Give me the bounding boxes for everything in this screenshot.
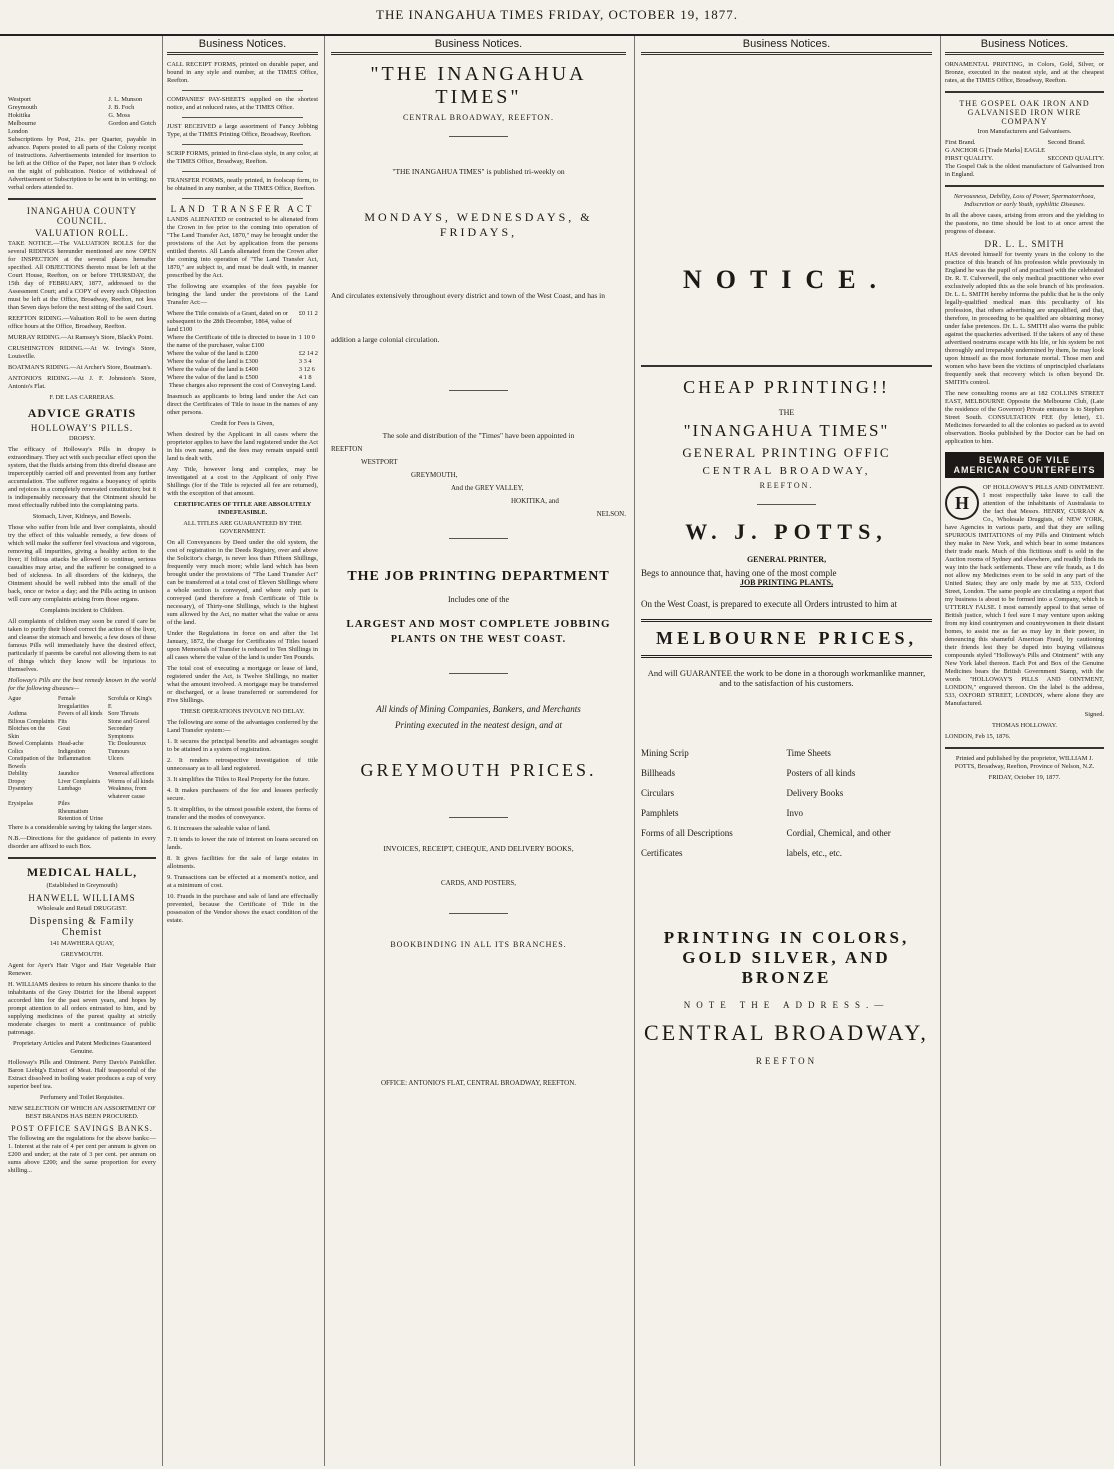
printer-label: GENERAL PRINTER, xyxy=(746,555,827,564)
divider xyxy=(449,673,508,674)
greymouth-prices: GREYMOUTH PRICES. xyxy=(360,760,597,780)
fee-desc: Where the Certificate of title is directed to issue in the name of the purchaser, value £100 xyxy=(167,334,297,349)
disease: Debility xyxy=(8,771,28,777)
agent-town: Hokitika xyxy=(8,112,31,119)
disease: Bowel Complaints xyxy=(8,741,53,747)
disease: Scrofula or King's E xyxy=(108,696,152,710)
town: NELSON. xyxy=(596,510,626,518)
fee-desc: Where the Title consists of a Grant, dated on or subsequent to the 28th December, 1864, value of land £100 xyxy=(167,310,292,333)
disease: Blotches on the Skin xyxy=(8,726,46,740)
plants-heading: JOB PRINTING PLANTS, xyxy=(739,578,834,587)
disease: Tumours xyxy=(108,748,130,755)
disease: Female Irregularities xyxy=(58,696,89,710)
inasmuch-text: Inasmuch as applicants to bring land under the Act can direct the Certificates of Title to issue in the names of any other persons. xyxy=(167,393,318,416)
disease: Constipation of the Bowels xyxy=(8,756,54,770)
disease: Worms of all kinds xyxy=(108,778,154,785)
diseases-list xyxy=(8,696,156,824)
divider xyxy=(757,504,815,505)
advantage-item: 3. It simplifies the Titles to Real Property for the future. xyxy=(167,776,310,783)
friday-date: FRIDAY, October 19, 1877. xyxy=(988,774,1061,781)
footer-line: OFFICE: ANTONIO'S FLAT, CENTRAL BROADWAY, REEFTON. xyxy=(380,1079,577,1087)
holloway-items: Holloway's Pills and Ointment. Perry Davis's Painkiller. Baron Liebig's Extract of Meat. Half teaspoonful of the Extract dissolved in boiling water produces a cup of very superior beef tea. xyxy=(8,1058,156,1090)
ornamental-ad: ORNAMENTAL PRINTING, in Colors, Gold, Silver, or Bronze, executed in the neatest style, and at the cheapest rates, at the TIMES Office, Broadway, Reefton. xyxy=(945,61,1104,84)
column-header: Business Notices. xyxy=(945,38,1104,55)
land-act-text: LANDS ALIENATED or contracted to be alienated from the Crown in fee prior to the coming into operation of "The Land Transfer Act, 1870," may be brought under the provisions of the Act by application from the persons entitled thereto. All Lands alienated from the Crown after the coming into operation of "The Land Transfer Act, 1870," are subject to, and must be dealt with, in manner prescribed by the Act. xyxy=(167,216,318,279)
agent-town: Greymouth xyxy=(8,104,38,111)
plants-heading: PLANTS ON THE WEST COAST. xyxy=(390,634,567,645)
any-title-text: Any Title, however long and complex, may be investigated at a cost to the Applicant of only Five Shillings (for if the Title is rejected all fee are returned), with the exception of that amount. xyxy=(167,466,318,497)
divider xyxy=(449,136,508,137)
subscriptions-text: Subscriptions by Post, 21s. per Quarter, payable in advance. Papers posted to all parts of the Colony receipt of instructions. Advertisements intended for insertion to be left at the Office of the Paper, not later than 9 o'clock on the night of publication. Notice of withdrawal of Advertisement or Subscription to be sent in in writing; no verbal orders attended to. xyxy=(8,136,156,191)
disease: Dysentery xyxy=(8,786,33,792)
cards-line: CARDS, AND POSTERS, xyxy=(440,879,517,887)
beware-line-2: AMERICAN COUNTERFEITS xyxy=(953,465,1096,475)
all-kinds-note: All kinds of Mining Companies, Bankers, and Merchants xyxy=(376,704,581,714)
advantage-item: 4. It makes purchasers of the fee and lessees perfectly secure. xyxy=(167,787,318,802)
holloway-heading: HOLLOWAY'S PILLS. xyxy=(30,423,134,433)
disease: Retention of Urine xyxy=(58,816,103,822)
quay-address: 141 MAWHERA QUAY, xyxy=(49,939,115,947)
melbourne-prices: MELBOURNE PRICES, xyxy=(641,619,932,658)
disease: Tic Douloureux xyxy=(108,741,146,747)
signatory: F. DE LAS CARRERAS. xyxy=(49,394,115,401)
brands-table xyxy=(945,139,1104,163)
imprint: Printed and published by the proprietor, WILLIAM J. POTTS, Broadway, Reefton, Province of Nelson, N.Z. xyxy=(954,755,1095,770)
children-heading: Complaints incident to Children. xyxy=(40,607,124,614)
column-header: Business Notices. xyxy=(167,38,318,55)
reefton-footer: REEFTON xyxy=(755,1056,818,1066)
general-office: GENERAL PRINTING OFFIC xyxy=(682,445,891,460)
dropsy-text: The efficacy of Holloway's Pills in dropsy is extraordinary. They act with such peculiar effect upon the system, that the fluids arising from this direful disease are imperceptibly carried off and prevented from any further accumulation. The sufferer regains a buoyancy of spirits and rejoices in a completely renovated constitution; but it is indispensably necessary that the Ointment should be most effectually rubbed into the complaining parts. xyxy=(8,446,157,509)
disease: Piles xyxy=(58,801,70,807)
disease: Lumbago xyxy=(58,786,81,792)
job-dept-heading: THE JOB PRINTING DEPARTMENT xyxy=(347,569,610,584)
wholesale-note: Wholesale and Retail DRUGGIST. xyxy=(37,904,127,912)
job-item: Forms of all Descriptions xyxy=(641,828,733,838)
established-note: (Established in Greymouth) xyxy=(46,881,118,889)
credit-text: When desired by the Applicant in all cases where the proprietor applies to have the land registered under the Act in his own name, and the fees may remain unpaid until land is dealt with. xyxy=(167,431,318,462)
divider xyxy=(182,171,303,172)
disease: Head-ache xyxy=(58,741,84,747)
guarantee-text: And will GUARANTEE the work to be done in a thorough workmanlike manner, and to the satisfaction of his customers. xyxy=(647,668,926,688)
hanwell-heading: HANWELL WILLIAMS xyxy=(28,892,136,903)
roll-text: TAKE NOTICE.—The VALUATION ROLLS for the several RIDINGS hereunder mentioned are now OPEN for INSPECTION at the several places hereafter specified. All OBJECTIONS thereto must be left at the Court House, Reefton, on or before THURSDAY, the 15th day of FEBRUARY, 1877, addressed to the Assessment Court; and a COPY of every such Objection must be left at the Office, Broadway, Reefton, not less than Seven days before the next sitting of the said Court. xyxy=(8,240,156,311)
disease: Secondary Symptoms xyxy=(108,726,134,740)
riding: MURRAY RIDING.—At Ramsey's Store, Black's Point. xyxy=(8,334,153,341)
fee-amount: 4 1 8 xyxy=(298,374,312,381)
job-item: Invo xyxy=(786,808,803,818)
coast-text: On the West Coast, is prepared to execute all Orders intrusted to him at xyxy=(641,599,898,609)
scrip-ad: SCRIP FORMS, printed in first-class style, in any color, at the TIMES Office, Broadway, Reefton. xyxy=(167,150,318,165)
holloway-signature: THOMAS HOLLOWAY. xyxy=(992,722,1057,729)
advantage-item: 2. It renders retrospective investigation of title unnecessary as to all land registered. xyxy=(167,757,318,772)
column-5 xyxy=(940,36,1108,1466)
job-item: Certificates xyxy=(641,848,683,858)
column-header: Business Notices. xyxy=(641,38,932,55)
divider xyxy=(449,538,508,539)
gospel-note: The Gospel Oak is the oldest manufacture of Galvanised Iron in England. xyxy=(945,163,1104,178)
brand-cell: Second Brand. xyxy=(1047,139,1086,146)
job-item: Circulars xyxy=(641,788,674,798)
advantage-item: 7. It tends to lower the rate of interest on loans secured on lands. xyxy=(167,836,318,851)
divider xyxy=(945,185,1104,187)
medical-hall-heading: MEDICAL HALL, xyxy=(26,864,138,879)
job-item: Cordial, Chemical, and other xyxy=(786,828,891,838)
advantages-intro: The following are some of the advantages conferred by the Land Transfer system:— xyxy=(167,719,318,734)
divider xyxy=(449,913,508,914)
nervous-heading: Nervousness, Debility, Loss of Power, Spermatorrhoea, Indiscretion or early Youth, syphilitic Diseases. xyxy=(953,193,1096,208)
divider xyxy=(641,365,932,367)
advice-heading: ADVICE GRATIS xyxy=(27,406,137,420)
signed-label: Signed. xyxy=(1084,711,1104,718)
holloway-seal-icon: H xyxy=(945,486,979,520)
brand-cell: SECOND QUALITY. xyxy=(1047,155,1104,162)
disease: Weakness, from whatever cause xyxy=(108,786,147,800)
beware-line-1: BEWARE OF VILE xyxy=(978,455,1070,465)
proprietary-note: Proprietary Articles and Patent Medicines Guaranteed Genuine. xyxy=(13,1039,151,1055)
published-note: "THE INANGAHUA TIMES" is published tri-weekly on xyxy=(392,167,565,176)
colors-heading: PRINTING IN COLORS, GOLD SILVER, AND BRONZE xyxy=(663,928,910,987)
town: REEFTON xyxy=(331,445,363,453)
times-address: CENTRAL BROADWAY, REEFTON. xyxy=(403,113,554,122)
reduced-text: Under the Regulations in force on and after the 1st January, 1872, the charge for Certificates of Titles issued upon Memorials of Transfer is reduced to Ten Shillings in all cases where the value of the land is under Ten Pounds. xyxy=(167,630,318,661)
job-item: Billheads xyxy=(641,768,675,778)
divider xyxy=(945,91,1104,93)
brand-cell: First Brand. xyxy=(945,139,976,146)
disease: Inflammation xyxy=(58,756,91,762)
divider xyxy=(182,144,303,145)
divider xyxy=(8,198,156,200)
stomach-text: Those who suffer from bile and liver complaints, should try the effect of this valuable remedy, a few doses of which will make the sufferer feel vivacious and vigorous, removing all impurities, giving a healthy action to the liver; if bilious attacks be allowed to continue, serious casualties may arise, and the sufferer be consigned to a bed of sickness. In all disorders of the kidneys, the Ointment should be well rubbed into the small of the back, once or twice a day; and the Pills acting in unison will cure any complaints arising from those organs. xyxy=(8,524,156,603)
agent-name xyxy=(108,128,156,136)
fee-desc: Where the value of the land is £400 xyxy=(167,366,259,373)
nervous-text: In all the above cases, arising from errors and the yielding to the passions, no time should be lost to at once arrest the progress of disease. xyxy=(945,212,1104,235)
guaranteed-heading: ALL TITLES ARE GUARANTEED BY THE GOVERNMENT. xyxy=(183,520,302,535)
central-broadway: CENTRAL BROADWAY, xyxy=(702,465,871,477)
fee-desc: Where the value of the land is £500 xyxy=(167,374,259,381)
divider xyxy=(182,90,303,91)
disease xyxy=(8,816,56,824)
land-act-heading: LAND TRANSFER ACT xyxy=(170,204,315,214)
dispensing-heading: Dispensing & Family Chemist xyxy=(29,915,135,938)
divider xyxy=(182,117,303,118)
printing-note: Printing executed in the neatest design, and at xyxy=(395,720,562,730)
column-2 xyxy=(162,36,322,1466)
disease xyxy=(108,816,156,824)
disease xyxy=(108,809,156,817)
largest-heading: LARGEST AND MOST COMPLETE JOBBING xyxy=(346,618,611,630)
potts-heading: W. J. POTTS, xyxy=(685,519,888,544)
bookbinding-line: BOOKBINDING IN ALL ITS BRANCHES. xyxy=(390,940,567,949)
disease: Stone and Gravel xyxy=(108,718,150,725)
includes-note: Includes one of the xyxy=(447,595,510,604)
reefton-label: REEFTON. xyxy=(759,481,814,490)
fee-desc: Where the value of the land is £300 xyxy=(167,358,259,365)
fee-amount: £0 11 2 xyxy=(298,310,318,317)
type-ad: JUST RECEIVED a large assortment of Fancy Jobbing Type, at the TIMES Printing Office, Broadway, Reefton. xyxy=(167,123,318,138)
disease: Bilious Complaints xyxy=(8,718,55,725)
fees-table xyxy=(167,310,318,382)
fees-intro: The following are examples of the fees payable for bringing the land under the provisions of the Land Transfer Act:— xyxy=(167,283,318,306)
town: GREYMOUTH, xyxy=(411,471,458,479)
invoices-line: INVOICES, RECEIPT, CHEQUE, AND DELIVERY BOOKS, xyxy=(383,844,574,853)
notice-heading: NOTICE. xyxy=(682,265,891,294)
disease: Dropsy xyxy=(8,778,26,785)
fee-amount: £2 14 2 xyxy=(298,350,318,357)
beware-banner xyxy=(945,452,1104,478)
post-office-text: The following are the regulations for the above banks:— 1. Interest at the rate of 4 per cent per annum is given on £200 and under; at the rate of 3 per cent. per annum on sums above £200; and the same proportion for every shilling... xyxy=(8,1134,156,1174)
advantage-item: 10. Frauds in the purchase and sale of land are effectually prevented, because the Certificate of Title in the possession of the Vendor shows the exact condition of the estate. xyxy=(167,893,318,924)
transfer-ad: TRANSFER FORMS, neatly printed, in foolscap form, to be obtained in any number, at the TIMES Office, Reefton. xyxy=(167,177,318,192)
williams-text: H. WILLIAMS desires to return his sincere thanks to the inhabitants of the Grey District for the liberal support accorded him for the past seven years, and hopes by prompt attention to all orders entrusted to him, and by supplying medicines of the purest quality at strictly moderate charges to merit a continuance of public patronage. xyxy=(8,980,156,1036)
credit-heading: Credit for Fees is Given, xyxy=(210,420,274,427)
guaranteed-text: On all Conveyances by Deed under the old system, the cost of registration in the Deeds Registry, over and above the Solicitor's charge, is never less than Fifteen Shillings, frequently very much more; while land which has been brought under the provisions of "The Land Transfer Act" can be transferred at a total cost of Eleven Shillings where a whole section is conveyed, and where only part is conveyed (and therefore a fresh Certificate of Title is necessary), of Thirty-one Shillings, which is the highest sum allowed by the Act, no matter what the value or area of the land. xyxy=(167,539,318,626)
column-4 xyxy=(634,36,938,1466)
column-1 xyxy=(8,36,160,1466)
job-item: labels, etc., etc. xyxy=(786,848,842,858)
disease: Fevers of all kinds xyxy=(58,711,103,717)
holloway-warning-text: OF HOLLOWAY'S PILLS AND OINTMENT. I most respectfully take leave to call the attention of the inhabitants of Australasia to the fact that Messrs. HENRY, CURRAN & Co., Wholesale Druggists, of NEW YORK, have Agencies in various parts, and that they are selling SPURIOUS IMITATIONS of my Pills and Ointment which they make in New York, and which bear in some instances their trade mark. Much of this fictitious stuff is sold in the Auction rooms of Sydney and elsewhere, and readily finds its way into the back settlements. These are vile frauds, as I do not allow my Medicines even to be sold in any part of the United States; they are only made by me at 533, Oxford Street, London. The same people are circulating a report that my business is about to be formed into a Company, which is UTTERLY FALSE. I most earnestly appeal to that sense of British justice, which I feel sure I may venture upon asking from my kind countrymen and countrywomen in their distant homes, to assist me as far as may lay in their power, in denouncing this shameful American Fraud, by cautioning their friends lest they be duped into buying villainous compounds styled "Holloway's Pills and Ointment" with any New York label thereon. Each Pot and Box of the Genuine Medicines bears the British Government Stamp, with the words "HOLLOWAY'S PILLS AND OINTMENT, LONDON," engraved thereon. On the label is the address, 533, OXFORD STREET, LONDON, where alone they are Manufactured. xyxy=(945,484,1104,707)
agent-name: J. L. Munson xyxy=(108,96,143,103)
saving-note: There is a considerable saving by taking the larger sizes. xyxy=(8,823,153,831)
times-title: "THE INANGAHUA TIMES" xyxy=(370,63,587,108)
disease: Indigestion xyxy=(58,748,85,755)
publication-days: MONDAYS, WEDNESDAYS, & FRIDAYS, xyxy=(364,210,593,239)
perfumery-note: Perfumery and Toilet Requisites. xyxy=(40,1093,124,1101)
sole-note: The sole and distribution of the "Times" have been appointed in xyxy=(382,431,575,440)
fee-amount: 3 12 6 xyxy=(298,366,315,373)
job-item: Mining Scrip xyxy=(641,748,689,758)
agent-name: J. B. Foch xyxy=(108,104,135,111)
fees-note: These charges also represent the cost of Conveying Land. xyxy=(168,382,317,389)
disease: Ulcers xyxy=(108,756,124,762)
agent-note: Agent for Ayer's Hair Vigor and Hair Vegetable Hair Renewer. xyxy=(8,961,156,977)
advantage-item: 1. It secures the principal benefits and advantages sought to be attained in a system of registration. xyxy=(167,738,318,753)
job-item: Time Sheets xyxy=(786,748,831,758)
disease: Ague xyxy=(8,696,21,702)
stomach-heading: Stomach, Liver, Kidneys, and Bowels. xyxy=(32,513,132,520)
payroll-ad: COMPANIES' PAY-SHEETS supplied on the shortest notice, and at reduced rates, at the TIMES Office. xyxy=(167,96,318,111)
disease: Gout xyxy=(58,726,70,732)
divider xyxy=(945,747,1104,749)
riding: REEFTON RIDING.—Valuation Roll to be seen during office hours at the Office, Broadway, Reefton. xyxy=(8,315,156,330)
date-line: LONDON, Feb 15, 1876. xyxy=(945,733,1011,740)
masthead: THE INANGAHUA TIMES FRIDAY, OCTOBER 19, 1877. xyxy=(0,0,1114,36)
riding: ANTONIO'S RIDING.—At J. F. Johnston's Store, Antonio's Flat. xyxy=(8,375,156,390)
divider xyxy=(8,857,156,859)
fee-amount: 1 10 0 xyxy=(298,334,315,341)
disease xyxy=(108,801,156,809)
begs-text: Begs to announce that, having one of the most comple xyxy=(641,568,837,578)
fee-desc: Where the value of the land is £200 xyxy=(167,350,259,357)
receipt-ad: CALL RECEIPT FORMS, printed on durable paper, and bound in any style and number, at the TIMES Office, Reefton. xyxy=(167,61,318,84)
disease: Fits xyxy=(58,718,68,725)
greymouth-label: GREYMOUTH. xyxy=(60,950,104,958)
times-name: "INANGAHUA TIMES" xyxy=(683,421,890,440)
disease: Jaundice xyxy=(58,771,79,777)
agent-name: G. Moss xyxy=(108,112,131,119)
selection-note: NEW SELECTION OF WHICH AN ASSORTMENT OF BEST BRANDS HAS BEEN PROCURED. xyxy=(8,1104,156,1120)
circulation-note: And circulates extensively throughout every district and town of the West Coast, and has in addition a large colonial circulation. xyxy=(331,291,605,344)
disease: Asthma xyxy=(8,711,27,717)
column-3 xyxy=(324,36,632,1466)
disease: Venereal affections xyxy=(108,771,155,777)
the-label: THE xyxy=(778,408,795,417)
divider xyxy=(449,817,508,818)
doctor-heading: DR. L. L. SMITH xyxy=(984,239,1065,249)
doctor-text: HAS devoted himself for twenty years in the colony to the practice of this branch of his profession while previously in England he was the pupil of and practised with the celebrated Dr. R. T. Culverwell, the only medical practitioner who ever exclusively adopted this as the sole branch of his profession. Dr. L. L. SMITH hereby informs the public that he is the only legally-qualified medical man this peculiarity of his profession, that others advertising are unqualified, and that, therefore, in proceeding to be qualified are obtaining money under false pretences. Dr. L. L. SMITH also warns the public against the quackeries advertised. If the takers of any of these advertised nostrums escape with his life, or his system be not thoroughly and irreparably undermined by them, he may look upon himself as the most fortunate mortal. Those men and women who have been the victims of unprincipled charlatans frequently seek that recovery which is often beyond Dr. SMITH's control. xyxy=(945,251,1104,386)
disease: Liver Complaints xyxy=(58,778,101,785)
brand-cell: G ANCHOR G [Trade Marks] EAGLE xyxy=(945,147,1046,154)
dropsy-heading: DROPSY. xyxy=(69,435,95,442)
gospel-heading: THE GOSPEL OAK IRON AND GALVANISED IRON WIRE COMPANY xyxy=(959,99,1090,126)
advantage-item: 9. Transactions can be effected at a moment's notice, and at a minimum of cost. xyxy=(167,874,318,889)
column-header: Business Notices. xyxy=(331,38,626,55)
job-item: Posters of all kinds xyxy=(786,768,856,778)
agent-name: Gordon and Gotch xyxy=(108,120,156,127)
children-text: All complaints of children may soon be cured if care be taken to purify their blood correct the action of the liver, and cleanse the stomach and bowels; a few doses of these famous Pills will immediately have the desired effect, particularly if parents be careful not allowing them to eat of things which they know will be injurious to themselves. xyxy=(8,618,156,673)
town: And the GREY VALLEY, xyxy=(451,484,524,492)
advantage-item: 8. It gives facilities for the sale of large estates in allotments. xyxy=(167,855,318,870)
brand-cell: FIRST QUALITY. xyxy=(945,155,994,162)
council-title: INANGAHUA COUNTY COUNCIL. xyxy=(26,206,138,226)
agent-town: Westport xyxy=(8,96,31,103)
job-item: Delivery Books xyxy=(786,788,844,798)
town: WESTPORT xyxy=(361,458,398,466)
job-item: Pamphlets xyxy=(641,808,679,818)
agent-town: Melbourne xyxy=(8,120,37,127)
mortgage-text: The total cost of executing a mortgage or lease of land, registered under the Act, is Twelve Shillings, no matter what the amount involved. A mortgage may be transferred or discharged, or a lease transferred or surrendered for Five Shillings. xyxy=(167,665,318,704)
advantage-item: 5. It simplifies, to the utmost possible extent, the forms of transfer and the modes of conveyance. xyxy=(167,806,318,821)
gospel-sub: Iron Manufacturers and Galvanisers. xyxy=(977,128,1072,135)
disease: Erysipelas xyxy=(8,801,33,807)
brand-cell xyxy=(1048,147,1104,155)
fee-amount: 3 3 4 xyxy=(298,358,312,365)
rooms-text: The new consulting rooms are at 182 COLLINS STREET EAST, MELBOURNE Opposite the Melbourne Club, (Late the residence of the Governor) Private entrance is to Stephen Street South. CONSULTATION FEE (by letter), £1. Medicines forwarded to all the colonies so packed as to avoid observation. Books published by the Doctor can be had on application to him. xyxy=(945,390,1104,445)
riding: CRUSHINGTON RIDING.—At W. Irving's Store, Louisville. xyxy=(8,345,156,360)
divider xyxy=(182,198,303,199)
disease: Rheumatism xyxy=(58,808,89,815)
note-address: NOTE THE ADDRESS.— xyxy=(683,1000,890,1010)
agents-list xyxy=(8,96,156,136)
best-known: Holloway's Pills are the best remedy known in the world for the following diseases— xyxy=(8,677,156,692)
divider xyxy=(449,390,508,391)
advantage-item: 6. It increases the saleable value of land. xyxy=(167,825,271,832)
post-office-heading: POST OFFICE SAVINGS BANKS. xyxy=(11,1123,153,1133)
town: HOKITIKA, and xyxy=(511,497,559,505)
disease: Sore Throats xyxy=(108,711,139,717)
disease xyxy=(8,809,56,817)
nb-note: N.B.—Directions for the guidance of patients in every disorder are affixed to each Box. xyxy=(8,834,156,850)
jobs-list xyxy=(641,748,932,858)
operations-heading: THESE OPERATIONS INVOLVE NO DELAY. xyxy=(180,708,305,715)
disease: Colics xyxy=(8,748,24,755)
agent-town: London xyxy=(8,128,28,135)
certificates-heading: CERTIFICATES OF TITLE ARE ABSOLUTELY INDEFEASIBLE. xyxy=(173,501,312,516)
roll-title: VALUATION ROLL. xyxy=(35,228,129,238)
central-broadway-large: CENTRAL BROADWAY, xyxy=(644,1020,929,1045)
riding: BOATMAN'S RIDING.—At Archer's Store, Boatman's. xyxy=(8,364,152,371)
cheap-printing-heading: CHEAP PRINTING!! xyxy=(683,377,890,397)
